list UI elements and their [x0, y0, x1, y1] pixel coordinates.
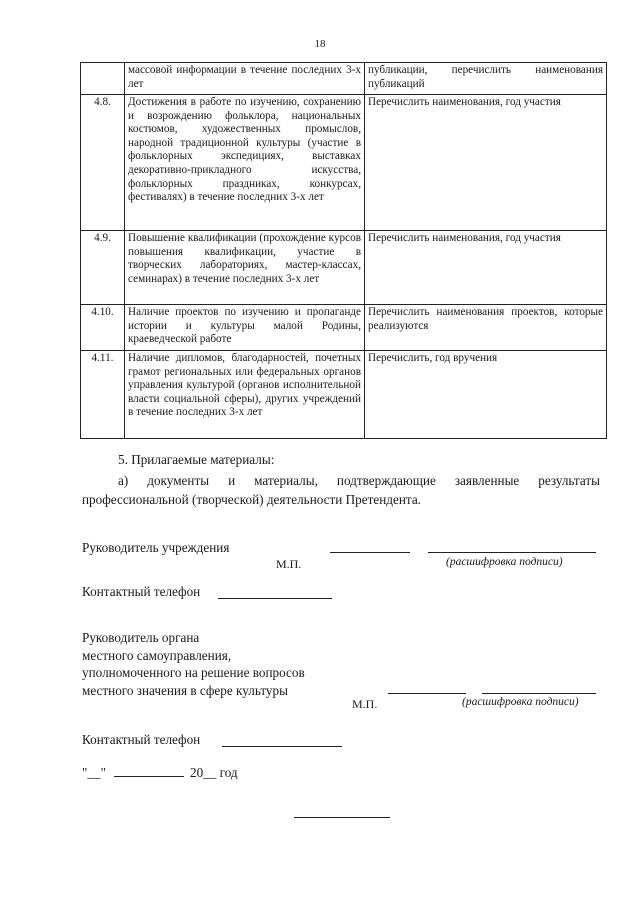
date-year-suffix: год [219, 765, 238, 780]
signature-line [388, 693, 466, 694]
table-row [81, 95, 607, 231]
date-quote-close: " [100, 765, 106, 780]
requirements-table [80, 62, 607, 439]
signature-decode-line [482, 693, 596, 694]
table-row [81, 231, 607, 305]
row-action: публикации, перечислить наименования публикаций [365, 63, 607, 95]
municipal-authority-label [82, 629, 305, 699]
row-description: Наличие дипломов, благодарностей, почетных грамот региональных или федеральных органов управления культурой (органов исполнительной власти социальной сферы), других учреждений в течение последних 3-х лет [125, 351, 365, 439]
signature-decode-caption: (расшифровка подписи) [446, 556, 563, 568]
row-description: массовой информации в течение последних 3-х лет [125, 63, 365, 95]
signature-decode-caption: (расшифровка подписи) [462, 696, 579, 708]
table-row [81, 63, 607, 95]
contact-phone-label: Контактный телефон [82, 732, 201, 747]
row-action: Перечислить наименования, год участия [365, 231, 607, 305]
date-year-blank: __ [203, 765, 217, 780]
contact-phone-line [222, 746, 342, 747]
row-description: Наличие проектов по изучению и пропаганде истории и культуры малой Родины, краеведческой работе [125, 305, 365, 351]
date-line [82, 765, 238, 781]
label-line: местного самоуправления, [82, 647, 232, 663]
row-description: Достижения в работе по изучению, сохранению и возрождению фольклора, национальных костюмов, художественных промыслов, народной традиционной культуры (участие в фольклорных экспедициях, выставках декоративно-прикладного искусства, фольклорных праздниках, конкурсах, фестивалях) в течение последних 3-х лет [125, 95, 365, 231]
date-month-line [114, 765, 184, 777]
date-day-blank: __ [87, 765, 101, 780]
contact-phone-line [218, 598, 332, 599]
label-line: Руководитель органа [82, 630, 200, 645]
page-number: 18 [314, 38, 326, 50]
row-number: 4.8. [81, 95, 125, 231]
table-row [81, 351, 607, 439]
signature-decode-line [428, 552, 596, 553]
stamp-place-label: М.П. [352, 697, 378, 711]
signature-line [330, 552, 410, 553]
label-line: местного значения в сфере культуры [82, 682, 288, 698]
label-line: уполномоченного на решение вопросов [82, 665, 305, 680]
row-description: Повышение квалификации (прохождение курсов повышения квалификации, участие в творческих лабораториях, мастер-классах, семинарах) в течение последних 3-х лет [125, 231, 365, 305]
row-action: Перечислить наименования, год участия [365, 95, 607, 231]
row-action: Перечислить наименования проектов, которые реализуются [365, 305, 607, 351]
date-quote-open: " [82, 765, 88, 780]
head-of-institution-label: Руководитель учреждения [82, 540, 230, 555]
attachments-item-a: а) документы и материалы, подтверждающие заявленные результаты профессиональной (творческой) деятельности Претендента. [82, 473, 600, 507]
row-action: Перечислить, год вручения [365, 351, 607, 439]
row-number [81, 63, 125, 95]
row-number: 4.10. [81, 305, 125, 351]
table-row [81, 305, 607, 351]
row-number: 4.9. [81, 231, 125, 305]
row-number: 4.11. [81, 351, 125, 439]
bottom-signature-line [294, 817, 390, 818]
contact-phone-label: Контактный телефон [82, 584, 201, 599]
attachments-heading: 5. Прилагаемые материалы: [118, 452, 275, 467]
stamp-place-label: М.П. [276, 557, 302, 571]
date-year-prefix: 20 [189, 765, 204, 780]
